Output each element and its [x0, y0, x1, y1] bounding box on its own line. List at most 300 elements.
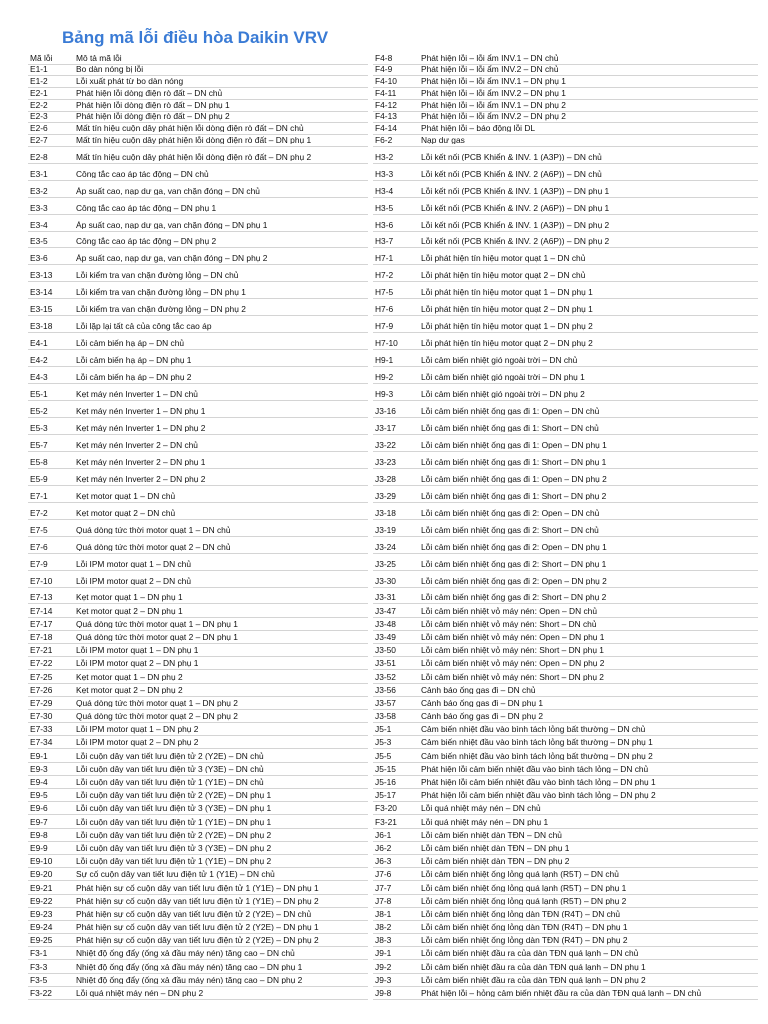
row-divider: [373, 683, 758, 684]
row-divider: [373, 933, 758, 934]
row-divider: [28, 536, 368, 537]
page-title: Bảng mã lỗi điều hòa Daikin VRV: [62, 28, 329, 47]
row-divider: [28, 417, 368, 418]
row-divider: [28, 603, 368, 604]
error-description: Công tắc cao áp tác động – DN phụ 1: [76, 203, 217, 212]
row-divider: [28, 197, 368, 198]
error-description: Lỗi cảm biến nhiệt dàn TĐN – DN phụ 1: [421, 843, 570, 853]
error-description: Lỗi cảm biến hạ áp – DN chủ: [76, 339, 185, 348]
error-code: J3-51: [375, 659, 396, 668]
row-divider: [373, 814, 758, 815]
error-code: H7-2: [375, 271, 394, 280]
error-code: J5-15: [375, 764, 396, 774]
error-description: Phát hiện sự cố cuộn dây van tiết lưu điện tử 1 (Y1E) – DN phụ 2: [76, 896, 319, 906]
error-description: Lỗi cảm biến nhiệt ống gas đi 1: Open – DN phụ 1: [421, 440, 607, 450]
error-code: E9-20: [30, 870, 53, 879]
error-description: Kẹt máy nén Inverter 1 – DN phụ 1: [76, 406, 206, 416]
row-divider: [373, 788, 758, 789]
error-code: J3-58: [375, 712, 396, 721]
error-code: F3-20: [375, 804, 397, 813]
row-divider: [28, 656, 368, 657]
error-code: J5-1: [375, 725, 392, 734]
error-description: Nhiệt độ ống đẩy (ống xả đầu máy nén) tăng cao – DN phụ 2: [76, 975, 303, 985]
error-code: E4-2: [30, 356, 48, 365]
error-code: J3-30: [375, 576, 396, 585]
row-divider: [373, 587, 758, 588]
error-code: E9-4: [30, 778, 48, 787]
error-code: F4-13: [375, 112, 397, 121]
error-description: Phát hiện lỗi – lỗi ẩm INV.2 – DN chủ: [421, 65, 559, 74]
error-description: Lỗi cảm biến nhiệt ống gas đi 1: Short – DN phụ 1: [421, 457, 607, 467]
row-divider: [28, 247, 368, 248]
row-divider: [373, 315, 758, 316]
row-divider: [373, 332, 758, 333]
error-description: Lỗi phát hiện tín hiệu motor quạt 2 – DN phụ 2: [421, 339, 593, 348]
error-code: F4-11: [375, 88, 397, 98]
error-description: Lỗi cảm biến nhiệt ống lỏng quá lạnh (R5T) – DN chủ: [421, 870, 619, 879]
row-divider: [28, 933, 368, 934]
row-divider: [28, 959, 368, 960]
row-divider: [373, 841, 758, 842]
row-divider: [28, 696, 368, 697]
error-code: E9-24: [30, 923, 53, 932]
error-code: H7-1: [375, 254, 394, 263]
error-code: E7-34: [30, 738, 53, 747]
row-divider: [373, 231, 758, 232]
error-description: Lỗi cuộn dây van tiết lưu điện tử 3 (Y3E) – DN phụ 1: [76, 804, 272, 813]
error-code: H3-7: [375, 237, 394, 246]
error-description: Lỗi IPM motor quạt 1 – DN phụ 2: [76, 725, 199, 734]
row-divider: [373, 801, 758, 802]
header-code: Mã lỗi: [30, 53, 53, 63]
error-code: E2-3: [30, 112, 48, 121]
row-divider: [28, 485, 368, 486]
error-description: Lỗi kiểm tra van chặn đường lỏng – DN phụ 2: [76, 305, 246, 314]
row-divider: [373, 180, 758, 181]
error-description: Lỗi quá nhiệt máy nén – DN phụ 1: [421, 817, 549, 826]
error-description: Quá dòng tức thời motor quạt 2 – DN phụ 2: [76, 712, 238, 721]
row-divider: [373, 553, 758, 554]
error-description: Lỗi kết nối (PCB Khiển & INV. 1 (A3P)) – DN phụ 2: [421, 220, 610, 229]
row-divider: [373, 696, 758, 697]
error-description: Quá dòng tức thời motor quạt 1 – DN phụ 2: [76, 698, 238, 708]
error-code: E7-2: [30, 508, 48, 518]
error-description: Lỗi cảm biến nhiệt đầu ra của dàn TĐN quá lạnh – DN phụ 1: [421, 962, 646, 972]
error-code: F3-5: [30, 975, 48, 985]
error-description: Lỗi cuộn dây van tiết lưu điện tử 1 (Y1E) – DN phụ 2: [76, 857, 272, 866]
row-divider: [28, 146, 368, 147]
row-divider: [373, 775, 758, 776]
error-code: E3-2: [30, 186, 48, 196]
error-code: E9-5: [30, 791, 48, 800]
row-divider: [28, 231, 368, 232]
row-divider: [28, 366, 368, 367]
row-divider: [373, 281, 758, 282]
row-divider: [28, 828, 368, 829]
error-code: E5-3: [30, 423, 48, 433]
error-description: Phát hiện lỗi dòng điện rò đất – DN phụ 1: [76, 100, 230, 109]
row-divider: [28, 434, 368, 435]
error-code: F4-14: [375, 124, 397, 133]
row-divider: [28, 630, 368, 631]
row-divider: [28, 735, 368, 736]
row-divider: [28, 264, 368, 265]
error-description: Lỗi cảm biến nhiệt ống lỏng quá lạnh (R5T) – DN phụ 2: [421, 896, 627, 906]
error-code: J3-28: [375, 474, 396, 484]
error-description: Nhiệt độ ống đẩy (ống xả đầu máy nén) tăng cao – DN phụ 1: [76, 962, 303, 972]
row-divider: [373, 349, 758, 350]
row-divider: [28, 788, 368, 789]
error-description: Lỗi kết nối (PCB Khiển & INV. 2 (A6P)) – DN phụ 2: [421, 237, 610, 246]
error-description: Phát hiện lỗi cảm biến nhiệt đầu vào bình tách lỏng – DN chủ: [421, 764, 649, 774]
error-description: Cảnh báo ống gas đi – DN phụ 1: [421, 698, 543, 708]
error-code: J8-3: [375, 936, 392, 945]
error-description: Phát hiện sự cố cuộn dây van tiết lưu điện tử 1 (Y1E) – DN phụ 1: [76, 883, 319, 892]
row-divider: [28, 669, 368, 670]
error-description: Kẹt máy nén Inverter 1 – DN chủ: [76, 390, 198, 399]
error-code: E9-6: [30, 804, 48, 813]
row-divider: [373, 999, 758, 1000]
error-description: Quá dòng tức thời motor quạt 2 – DN phụ 1: [76, 633, 238, 642]
error-description: Công tắc cao áp tác động – DN phụ 2: [76, 237, 217, 246]
error-code: J7-6: [375, 870, 392, 879]
error-code: H7-10: [375, 339, 398, 348]
error-code: E7-5: [30, 525, 48, 535]
row-divider: [28, 570, 368, 571]
error-code: H9-1: [375, 356, 394, 365]
error-code: E9-25: [30, 936, 53, 945]
error-description: Lỗi quá nhiệt máy nén – DN phụ 2: [76, 989, 204, 998]
row-divider: [373, 986, 758, 987]
error-code: F6-2: [375, 135, 393, 145]
error-description: Lỗi cảm biến nhiệt ống gas đi 1: Short – DN phụ 2: [421, 491, 607, 501]
error-code: H9-2: [375, 373, 394, 382]
error-code: F3-21: [375, 817, 397, 826]
error-description: Lỗi cảm biến nhiệt dàn TĐN – DN phụ 2: [421, 857, 570, 866]
error-description: Lỗi cảm biến nhiệt ống lỏng dàn TĐN (R4T) – DN phụ 1: [421, 923, 628, 932]
error-code: J9-3: [375, 975, 392, 985]
error-code: J3-23: [375, 457, 396, 467]
row-divider: [373, 920, 758, 921]
row-divider: [28, 349, 368, 350]
row-divider: [373, 894, 758, 895]
error-description: Lỗi cảm biến nhiệt ống gas đi 1: Open – DN phụ 2: [421, 474, 607, 484]
row-divider: [28, 587, 368, 588]
error-description: Công tắc cao áp tác động – DN chủ: [76, 169, 209, 179]
header-description: Mô tả mã lỗi: [76, 53, 122, 63]
row-divider: [28, 315, 368, 316]
error-description: Cảnh báo ống gas đi – DN phụ 2: [421, 712, 543, 721]
error-description: Quá dòng tức thời motor quạt 1 – DN phụ 1: [76, 619, 238, 629]
error-description: Lỗi kết nối (PCB Khiển & INV. 2 (A6P)) – DN chủ: [421, 169, 602, 179]
row-divider: [28, 468, 368, 469]
error-description: Sự cố cuộn dây van tiết lưu điện tử 1 (Y1E) – DN chủ: [76, 870, 275, 879]
error-description: Phát hiện lỗi – lỗi ẩm INV.1 – DN phụ 1: [421, 77, 566, 86]
error-description: Phát hiện lỗi – báo động lỗi DL: [421, 124, 536, 133]
error-description: Kẹt motor quạt 1 – DN phụ 2: [76, 672, 183, 681]
error-code: E1-1: [30, 65, 48, 74]
error-description: Kẹt motor quạt 1 – DN phụ 1: [76, 593, 183, 602]
row-divider: [373, 536, 758, 537]
error-code: J3-47: [375, 606, 396, 616]
row-divider: [28, 214, 368, 215]
error-code: E2-1: [30, 88, 48, 98]
row-divider: [28, 748, 368, 749]
row-divider: [28, 722, 368, 723]
row-divider: [28, 946, 368, 947]
row-divider: [28, 801, 368, 802]
row-divider: [28, 298, 368, 299]
error-code: J6-1: [375, 830, 392, 840]
error-code: E3-3: [30, 203, 48, 212]
row-divider: [28, 854, 368, 855]
error-description: Lỗi cảm biến nhiệt ống lỏng dàn TĐN (R4T) – DN phụ 2: [421, 936, 628, 945]
error-code: E3-15: [30, 305, 53, 314]
error-code: J3-49: [375, 633, 396, 642]
row-divider: [373, 828, 758, 829]
error-code: E1-2: [30, 77, 48, 86]
error-code: H3-6: [375, 220, 394, 229]
row-divider: [373, 867, 758, 868]
error-description: Lỗi cảm biến nhiệt ống gas đi 1: Short – DN chủ: [421, 423, 599, 433]
row-divider: [373, 570, 758, 571]
error-description: Nạp dư gas: [421, 135, 465, 145]
error-description: Lỗi phát hiện tín hiệu motor quạt 1 – DN chủ: [421, 254, 586, 263]
row-divider: [373, 434, 758, 435]
error-code: F3-1: [30, 949, 48, 958]
row-divider: [28, 451, 368, 452]
error-code: J6-2: [375, 843, 392, 853]
error-description: Lỗi cuộn dây van tiết lưu điện tử 1 (Y1E) – DN phụ 1: [76, 817, 272, 826]
error-code: E7-1: [30, 491, 48, 501]
row-divider: [28, 502, 368, 503]
error-description: Phát hiện lỗi – lỗi ẩm INV.1 – DN chủ: [421, 53, 559, 63]
row-divider: [28, 617, 368, 618]
error-code: E2-7: [30, 135, 48, 145]
error-code: H3-2: [375, 152, 394, 162]
row-divider: [28, 880, 368, 881]
error-code: F4-8: [375, 53, 393, 63]
error-code: E9-1: [30, 751, 48, 761]
row-divider: [28, 973, 368, 974]
error-code: E2-6: [30, 124, 48, 133]
error-code: E7-10: [30, 576, 53, 585]
error-description: Mất tín hiệu cuộn dây phát hiện lỗi dòng điện rò đất – DN phụ 1: [76, 135, 312, 145]
error-description: Lỗi cảm biến nhiệt ống lỏng dàn TĐN (R4T) – DN chủ: [421, 909, 621, 919]
row-divider: [28, 907, 368, 908]
error-code: J3-18: [375, 508, 396, 518]
error-code: E4-3: [30, 373, 48, 382]
row-divider: [28, 332, 368, 333]
row-divider: [373, 854, 758, 855]
error-description: Lỗi cảm biến nhiệt ống gas đi 2: Open – DN phụ 1: [421, 542, 607, 551]
error-description: Phát hiện lỗi cảm biến nhiệt đầu vào bình tách lỏng – DN phụ 1: [421, 778, 656, 787]
error-description: Lỗi cảm biến nhiệt vỏ máy nén: Short – DN phụ 1: [421, 646, 604, 655]
error-code: J5-17: [375, 791, 396, 800]
error-code: E9-3: [30, 764, 48, 774]
error-description: Mất tín hiệu cuộn dây phát hiện lỗi dòng điện rò đất – DN chủ: [76, 124, 304, 133]
error-code: H3-5: [375, 203, 394, 212]
error-description: Lỗi cảm biến nhiệt đầu ra của dàn TĐN quá lạnh – DN phụ 2: [421, 975, 646, 985]
error-code: J3-24: [375, 542, 396, 551]
error-description: Lỗi cảm biến nhiệt ống gas đi 2: Open – DN chủ: [421, 508, 600, 518]
row-divider: [28, 553, 368, 554]
error-description: Kẹt máy nén Inverter 2 – DN phụ 1: [76, 457, 206, 467]
error-description: Kẹt motor quạt 1 – DN chủ: [76, 491, 176, 501]
error-code: E7-25: [30, 672, 53, 681]
row-divider: [373, 630, 758, 631]
error-description: Lỗi cảm biến nhiệt vỏ máy nén: Open – DN phụ 1: [421, 633, 605, 642]
row-divider: [373, 383, 758, 384]
row-divider: [28, 163, 368, 164]
error-code: E3-4: [30, 220, 48, 229]
error-code: E9-21: [30, 883, 53, 892]
row-divider: [373, 959, 758, 960]
error-description: Lỗi cảm biến nhiệt gió ngoài trời – DN chủ: [421, 356, 578, 365]
error-code: H3-4: [375, 186, 394, 196]
error-description: Kẹt máy nén Inverter 1 – DN phụ 2: [76, 423, 206, 433]
error-description: Lỗi cảm biến nhiệt vỏ máy nén: Open – DN chủ: [421, 606, 597, 616]
error-description: Lỗi IPM motor quạt 2 – DN chủ: [76, 576, 191, 585]
row-divider: [373, 762, 758, 763]
row-divider: [373, 468, 758, 469]
row-divider: [28, 894, 368, 895]
error-description: Cảnh báo ống gas đi – DN chủ: [421, 685, 536, 695]
error-description: Nhiệt độ ống đẩy (ống xả đầu máy nén) tăng cao – DN chủ: [76, 949, 295, 958]
row-divider: [373, 907, 758, 908]
row-divider: [373, 214, 758, 215]
error-code: J5-3: [375, 738, 392, 747]
error-code: J3-19: [375, 525, 396, 535]
error-description: Áp suất cao, nạp dư ga, van chặn đóng – DN phụ 2: [76, 254, 268, 263]
error-code: E9-10: [30, 857, 53, 866]
error-description: Lỗi cảm biến nhiệt ống lỏng quá lạnh (R5T) – DN phụ 1: [421, 883, 627, 892]
error-description: Cảm biến nhiệt đầu vào bình tách lỏng bất thường – DN phụ 1: [421, 738, 653, 747]
row-divider: [373, 502, 758, 503]
error-description: Lỗi lặp lại tất cả của công tắc cao áp: [76, 322, 212, 331]
error-code: J5-5: [375, 751, 392, 761]
error-code: E2-8: [30, 152, 48, 162]
row-divider: [28, 762, 368, 763]
row-divider: [28, 986, 368, 987]
error-code: J3-57: [375, 698, 396, 708]
error-description: Lỗi cảm biến nhiệt ống gas đi 2: Short – DN phụ 2: [421, 593, 607, 602]
row-divider: [373, 298, 758, 299]
error-description: Lỗi phát hiện tín hiệu motor quạt 1 – DN phụ 1: [421, 288, 593, 297]
error-code: E7-13: [30, 593, 53, 602]
error-code: J3-52: [375, 672, 396, 681]
error-description: Lỗi kiểm tra van chặn đường lỏng – DN chủ: [76, 271, 239, 280]
error-code: E7-18: [30, 633, 53, 642]
error-description: Lỗi cảm biến hạ áp – DN phụ 1: [76, 356, 192, 365]
error-description: Cảm biến nhiệt đầu vào bình tách lỏng bất thường – DN chủ: [421, 725, 646, 734]
error-description: Lỗi kết nối (PCB Khiển & INV. 1 (A3P)) – DN chủ: [421, 152, 602, 162]
error-description: Lỗi cảm biến nhiệt vỏ máy nén: Open – DN phụ 2: [421, 659, 605, 668]
row-divider: [28, 867, 368, 868]
error-code: E5-1: [30, 390, 48, 399]
error-code: E7-21: [30, 646, 53, 655]
error-description: Phát hiện sự cố cuộn dây van tiết lưu điện tử 2 (Y2E) – DN phụ 2: [76, 936, 319, 945]
error-code: E3-14: [30, 288, 53, 297]
error-description: Lỗi phát hiện tín hiệu motor quạt 2 – DN phụ 1: [421, 305, 593, 314]
row-divider: [373, 669, 758, 670]
error-code: E5-2: [30, 406, 48, 416]
error-code: J9-1: [375, 949, 392, 958]
error-code: E9-9: [30, 843, 48, 853]
error-description: Lỗi cảm biến nhiệt vỏ máy nén: Short – DN chủ: [421, 619, 597, 629]
error-description: Quá dòng tức thời motor quạt 2 – DN chủ: [76, 542, 231, 551]
error-code: H7-6: [375, 305, 394, 314]
error-code: E7-22: [30, 659, 53, 668]
error-code: E4-1: [30, 339, 48, 348]
error-code: E5-9: [30, 474, 48, 484]
error-description: Lỗi cuộn dây van tiết lưu điện tử 2 (Y2E) – DN chủ: [76, 751, 264, 761]
error-code: E7-30: [30, 712, 53, 721]
row-divider: [373, 656, 758, 657]
error-code: E9-23: [30, 909, 53, 919]
error-description: Lỗi cảm biến nhiệt đầu ra của dàn TĐN quá lạnh – DN chủ: [421, 949, 639, 958]
error-code: J8-1: [375, 909, 392, 919]
error-description: Lỗi cảm biến nhiệt gió ngoài trời – DN phụ 1: [421, 373, 585, 382]
row-divider: [373, 451, 758, 452]
error-description: Lỗi cảm biến nhiệt ống gas đi 2: Short – DN phụ 1: [421, 559, 607, 568]
row-divider: [28, 180, 368, 181]
error-description: Lỗi cuộn dây van tiết lưu điện tử 1 (Y1E) – DN chủ: [76, 778, 264, 787]
error-description: Phát hiện lỗi – lỗi ẩm INV.2 – DN phụ 1: [421, 88, 566, 98]
error-code: J5-16: [375, 778, 396, 787]
error-code: J3-25: [375, 559, 396, 568]
error-description: Lỗi kết nối (PCB Khiển & INV. 2 (A6P)) – DN phụ 1: [421, 203, 610, 212]
error-description: Kẹt motor quạt 2 – DN chủ: [76, 508, 176, 518]
error-description: Lỗi cảm biến nhiệt dàn TĐN – DN chủ: [421, 830, 562, 840]
error-code: H7-9: [375, 322, 394, 331]
error-code: E3-18: [30, 322, 53, 331]
row-divider: [373, 417, 758, 418]
error-description: Áp suất cao, nạp dư ga, van chặn đóng – DN phụ 1: [76, 220, 268, 229]
error-code: E7-6: [30, 542, 48, 551]
error-code: J3-29: [375, 491, 396, 501]
error-code: J9-2: [375, 962, 392, 972]
error-code: F4-12: [375, 100, 397, 109]
row-divider: [28, 400, 368, 401]
error-code: E3-13: [30, 271, 53, 280]
row-divider: [28, 814, 368, 815]
row-divider: [28, 999, 368, 1000]
error-code: E7-33: [30, 725, 53, 734]
row-divider: [28, 709, 368, 710]
error-description: Lỗi IPM motor quạt 2 – DN phụ 2: [76, 738, 199, 747]
error-description: Kẹt motor quạt 2 – DN phụ 1: [76, 606, 183, 616]
error-code: E7-17: [30, 619, 53, 629]
error-code: E5-8: [30, 457, 48, 467]
row-divider: [373, 735, 758, 736]
error-code: E7-9: [30, 559, 48, 568]
error-code: E9-8: [30, 830, 48, 840]
error-description: Lỗi IPM motor quạt 1 – DN phụ 1: [76, 646, 199, 655]
error-description: Lỗi cuộn dây van tiết lưu điện tử 3 (Y3E) – DN phụ 2: [76, 843, 272, 853]
error-code: F3-3: [30, 962, 48, 972]
row-divider: [373, 519, 758, 520]
error-code: E9-7: [30, 817, 48, 826]
row-divider: [373, 400, 758, 401]
error-description: Lỗi phát hiện tín hiệu motor quạt 1 – DN phụ 2: [421, 322, 593, 331]
error-code: H9-3: [375, 390, 394, 399]
error-description: Lỗi kiểm tra van chặn đường lỏng – DN phụ 1: [76, 288, 246, 297]
error-code: E2-2: [30, 100, 48, 109]
error-description: Lỗi IPM motor quạt 2 – DN phụ 1: [76, 659, 199, 668]
error-code: J9-8: [375, 989, 392, 998]
error-code: E9-22: [30, 896, 53, 906]
